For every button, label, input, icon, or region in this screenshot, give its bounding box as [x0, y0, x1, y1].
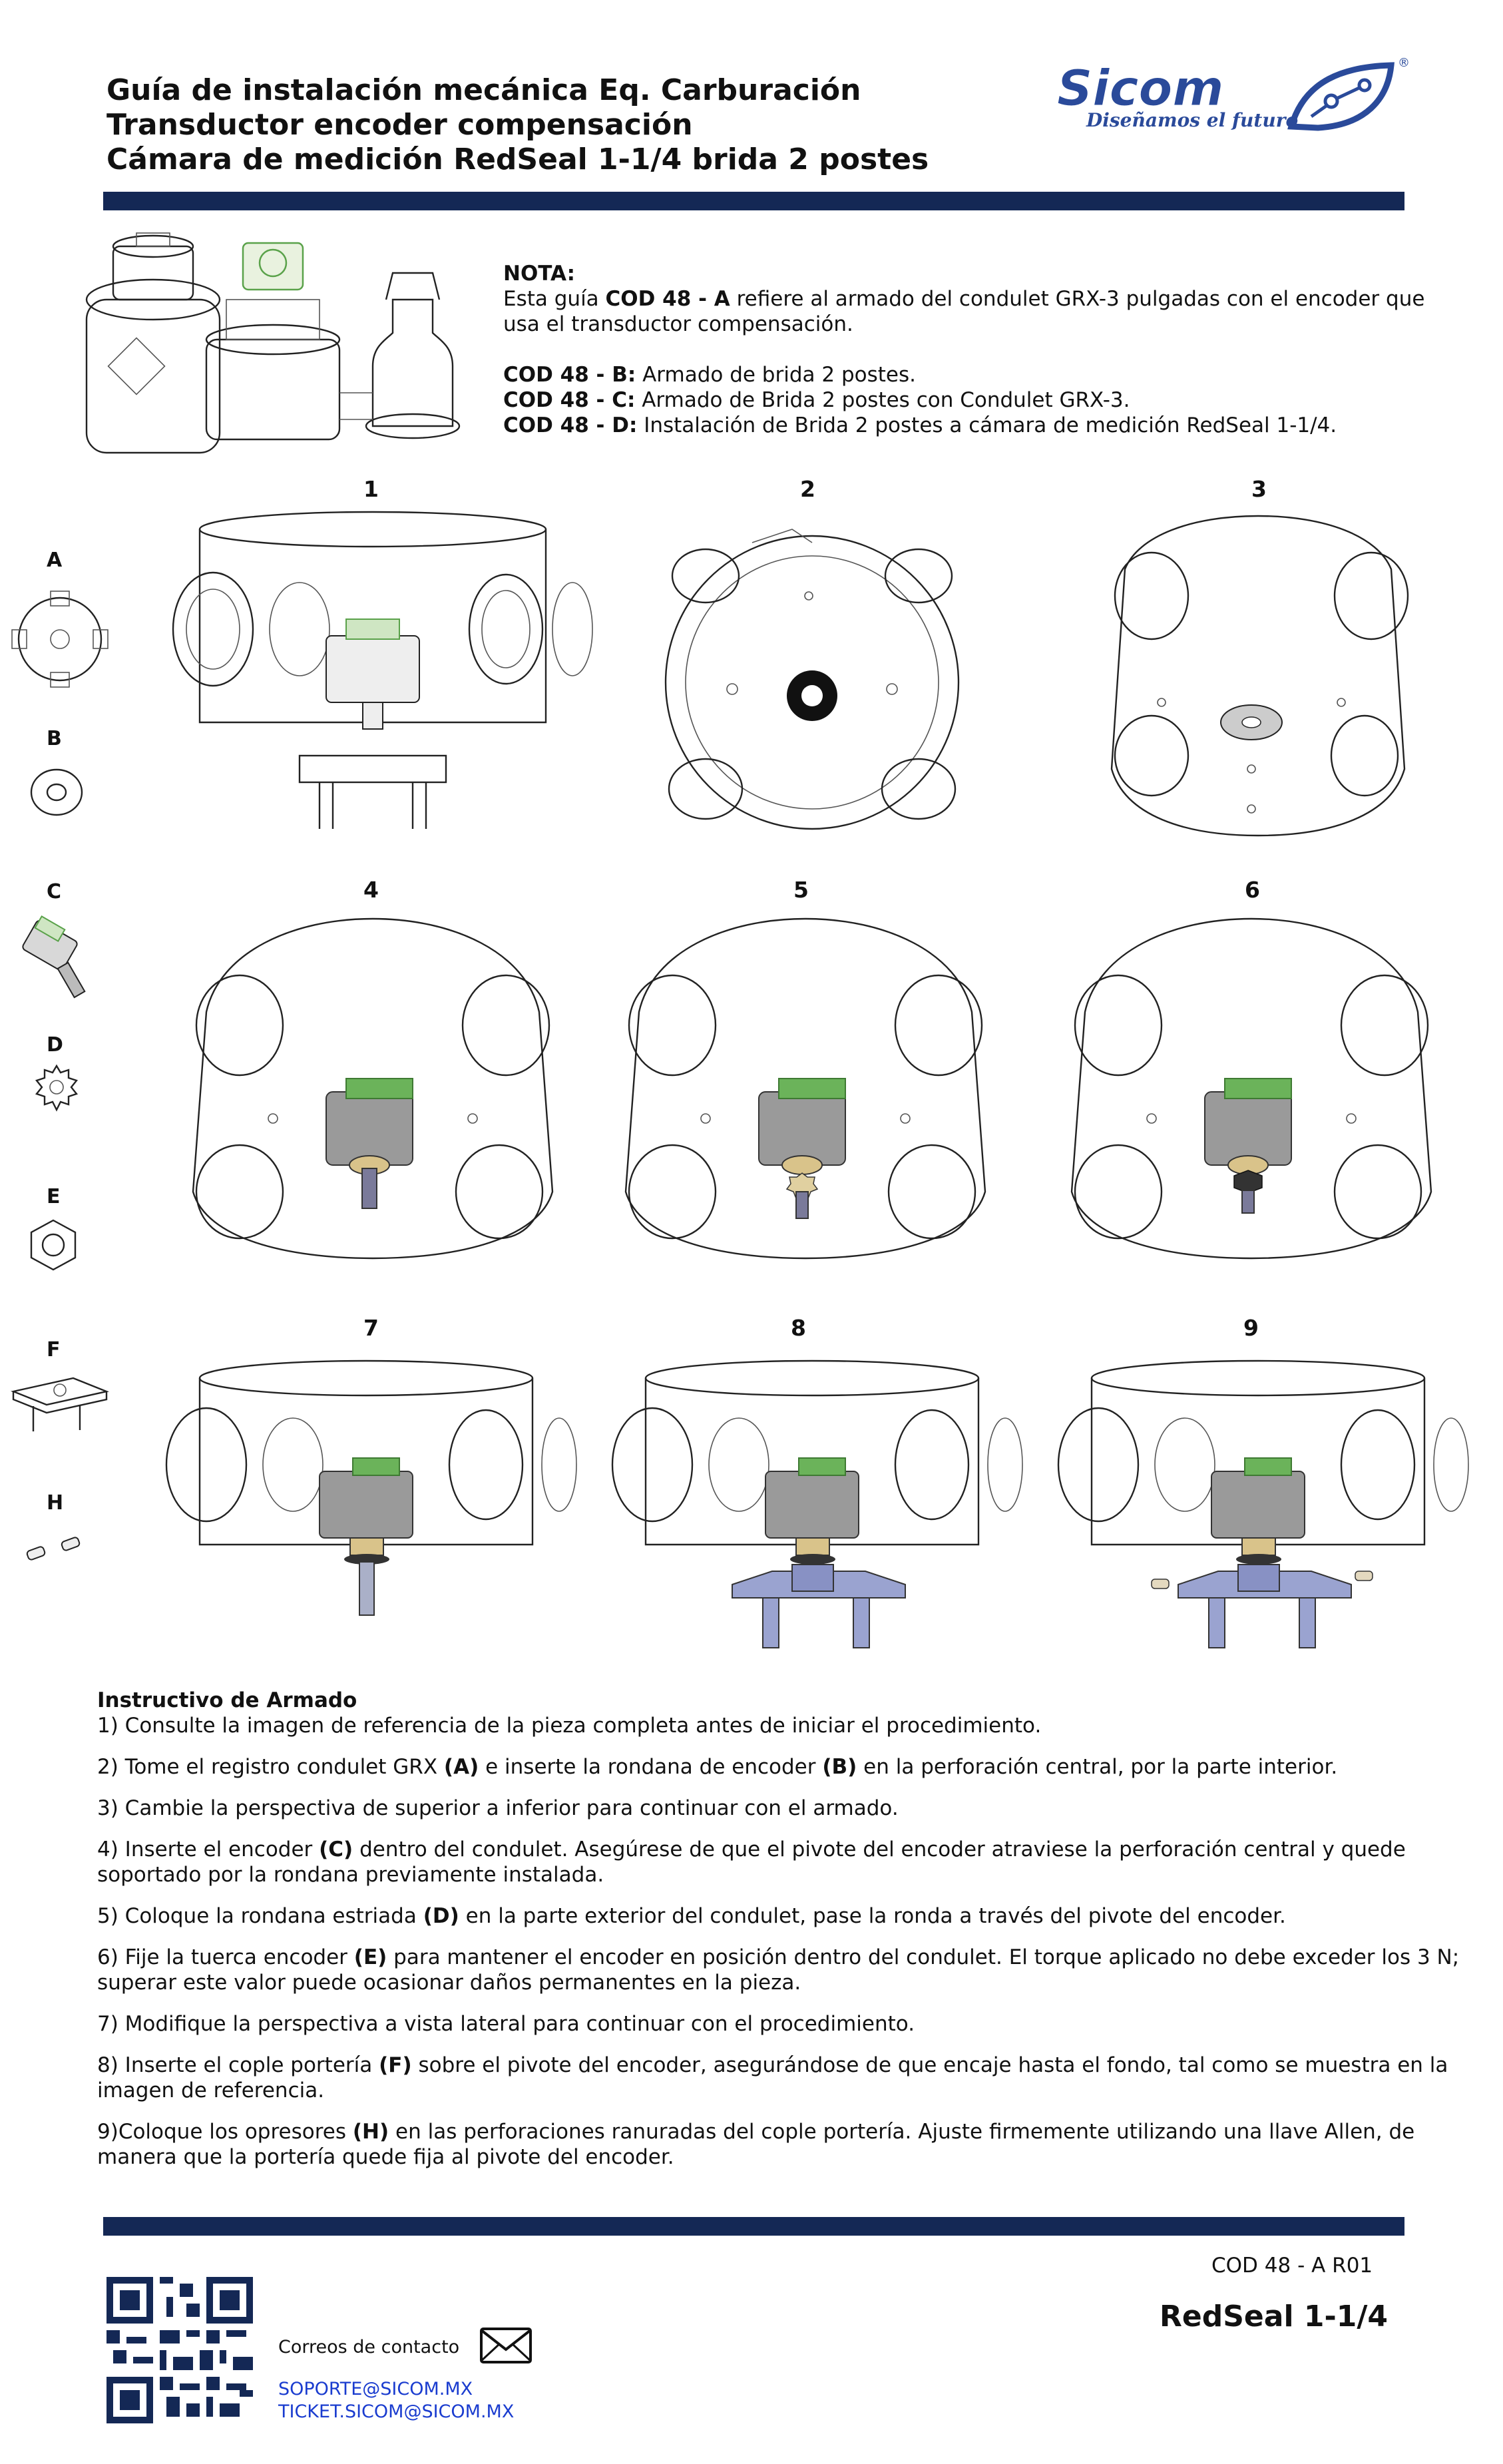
- svg-text:®: ®: [1398, 56, 1410, 70]
- part-label-e: E: [47, 1185, 61, 1208]
- figure-number-3: 3: [1251, 476, 1267, 502]
- instruction-step-2: 2) Tome el registro condulet GRX (A) e inserte la rondana de encoder (B) en la perforación central, por la parte interior.: [97, 1755, 1338, 1779]
- step-6-illustration: [1058, 912, 1444, 1265]
- logo-tagline: Diseñamos el futuro: [1086, 109, 1299, 131]
- part-c-encoder-icon: [13, 915, 107, 1009]
- instruction-step-3: 3) Cambie la perspectiva de superior a inferior para continuar con el armado.: [97, 1796, 899, 1820]
- part-f-coupling-icon: [7, 1365, 113, 1445]
- part-label-b: B: [47, 727, 62, 750]
- note-item-d: COD 48 - D: Instalación de Brida 2 postes a cámara de medición RedSeal 1-1/4.: [503, 413, 1337, 437]
- part-a-condulet-icon: [7, 586, 113, 692]
- contact-label: Correos de contacto: [278, 2337, 460, 2357]
- reference-assembly-illustration: [73, 226, 473, 473]
- note-intro: Esta guía COD 48 - A refiere al armado del condulet GRX-3 pulgadas con el encoder que usa el transductor compensación.: [503, 287, 1425, 336]
- step-9-illustration: [1045, 1352, 1471, 1678]
- page-title-line-2: Transductor encoder compensación: [107, 108, 693, 142]
- footer-divider: [103, 2217, 1404, 2236]
- part-label-f: F: [47, 1338, 61, 1361]
- note-heading: NOTA:: [503, 262, 576, 286]
- step-1-illustration: [146, 503, 599, 849]
- figure-number-4: 4: [363, 877, 379, 903]
- part-label-a: A: [47, 549, 63, 572]
- instruction-step-9: 9)Coloque los opresores (H) en las perforaciones ranuradas del cople portería. Ajuste firmemente utilizando una llave Allen, de manera que la portería quede fija al pivote del encoder.: [97, 2120, 1415, 2169]
- step-7-illustration: [153, 1352, 579, 1658]
- sicom-logo: [1052, 53, 1411, 140]
- qr-code-icon[interactable]: [107, 2277, 253, 2423]
- part-label-c: C: [47, 880, 62, 903]
- figure-number-9: 9: [1243, 1315, 1259, 1341]
- step-8-illustration: [599, 1352, 1025, 1678]
- instruction-step-6: 6) Fije la tuerca encoder (E) para mantener el encoder en posición dentro del condulet. El torque aplicado no debe exceder los 3 N; superar este valor puede ocasionar daños permanentes en la pieza.: [97, 1945, 1460, 1995]
- header-divider: [103, 192, 1404, 210]
- document-code: COD 48 - A R01: [1211, 2254, 1373, 2278]
- model-name: RedSeal 1-1/4: [1160, 2300, 1389, 2334]
- page-title-line-1: Guía de instalación mecánica Eq. Carburación: [107, 73, 861, 107]
- figure-number-7: 7: [363, 1315, 379, 1341]
- instruction-step-7: 7) Modifique la perspectiva a vista lateral para continuar con el procedimiento.: [97, 2012, 915, 2036]
- step-5-illustration: [612, 912, 998, 1265]
- part-label-h: H: [47, 1491, 64, 1515]
- instruction-step-8: 8) Inserte el cople portería (F) sobre el pivote del encoder, asegurándose de que encaje hasta el fondo, tal como se muestra en la imagen de referencia.: [97, 2053, 1448, 2102]
- part-h-setscrew-icon: [23, 1531, 90, 1571]
- email-ticket-link[interactable]: TICKET.SICOM@SICOM.MX: [278, 2401, 515, 2422]
- instructions-block: [97, 1688, 1462, 2186]
- instructions-heading: Instructivo de Armado: [97, 1688, 357, 1712]
- envelope-icon: [479, 2327, 533, 2364]
- figure-number-5: 5: [793, 877, 809, 903]
- figure-number-8: 8: [791, 1315, 806, 1341]
- note-item-c: COD 48 - C: Armado de Brida 2 postes con Condulet GRX-3.: [503, 388, 1130, 412]
- step-4-illustration: [180, 912, 566, 1265]
- part-b-washer-icon: [27, 762, 87, 822]
- step-3-illustration: [1078, 503, 1438, 849]
- figure-number-1: 1: [363, 476, 379, 502]
- figure-number-2: 2: [800, 476, 815, 502]
- part-d-star-washer-icon: [30, 1062, 83, 1115]
- instruction-step-1: 1) Consulte la imagen de referencia de la pieza completa antes de iniciar el procedimiento.: [97, 1714, 1042, 1738]
- step-2-illustration: [639, 503, 985, 849]
- email-support-link[interactable]: SOPORTE@SICOM.MX: [278, 2379, 473, 2399]
- note-block: [503, 261, 1428, 438]
- page-title-line-3: Cámara de medición RedSeal 1-1/4 brida 2 postes: [107, 142, 929, 176]
- logo-wordmark: Sicom: [1057, 60, 1224, 117]
- instruction-step-5: 5) Coloque la rondana estriada (D) en la parte exterior del condulet, pase la ronda a través del pivote del encoder.: [97, 1904, 1286, 1928]
- note-item-b: COD 48 - B: Armado de brida 2 postes.: [503, 363, 916, 387]
- part-label-d: D: [47, 1033, 63, 1057]
- part-e-nut-icon: [23, 1215, 83, 1275]
- figure-number-6: 6: [1245, 877, 1260, 903]
- instruction-step-4: 4) Inserte el encoder (C) dentro del condulet. Asegúrese de que el pivote del encoder atraviese la perforación central y quede soportado por la rondana previamente instalada.: [97, 1838, 1406, 1887]
